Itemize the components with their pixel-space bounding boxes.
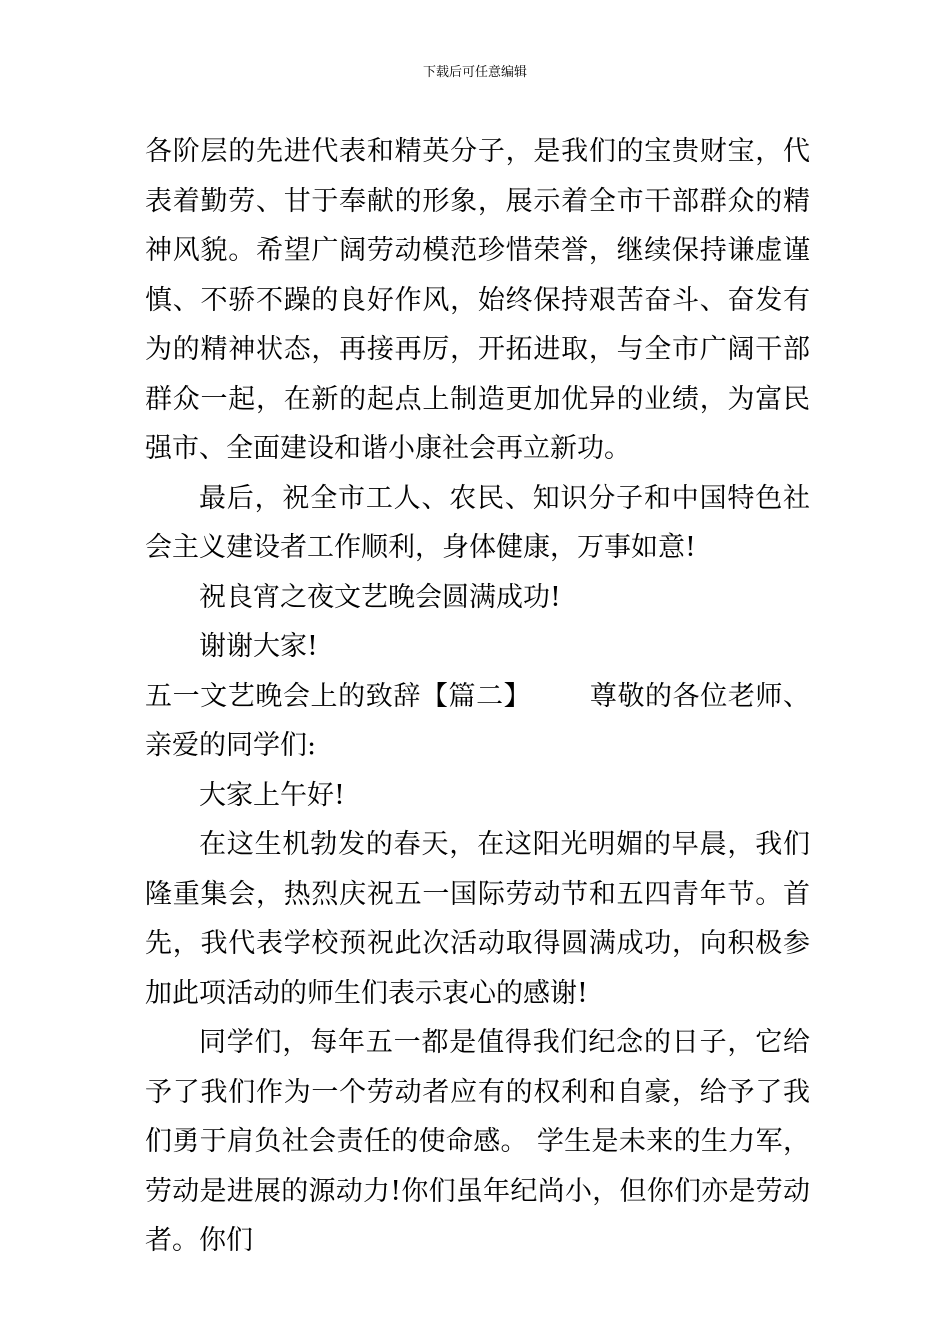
paragraph-3: 祝良宵之夜文艺晚会圆满成功! (199, 581, 561, 613)
page-header: 下载后可任意编辑 (422, 65, 527, 80)
section-title: 五一文艺晚会上的致辞【篇二】 (145, 680, 532, 712)
paragraph-1: 各阶层的先进代表和精英分子，是我们的宝贵财宝，代表着勤劳、甘于奉献的形象，展示着全市干部群众的精神风貌。希望广阔劳动模范珍惜荣誉，继续保持谦虚谨慎、不骄不躁的良好作风，始终保持艰苦奋斗、奋发有为的精神状态，再接再厉，开拓进取，与全市广阔干部群众一起，在新的起点上制造更加优异的业绩，为富民强市、全面建设和谐小康社会再立新功。 (145, 136, 810, 464)
document-body (145, 127, 810, 1266)
paragraph-5: 大家上午好! (199, 779, 345, 811)
paragraph-2: 最后，祝全市工人、农民、知识分子和中国特色社会主义建设者工作顺利，身体健康，万事如意! (145, 482, 810, 563)
salutation: 尊敬的各位老师、亲爱的同学们: (145, 680, 811, 761)
section-heading-line (145, 672, 810, 771)
paragraph-6: 在这生机勃发的春天，在这阳光明媚的早晨，我们隆重集会，热烈庆祝五一国际劳动节和五四青年节。首先，我代表学校预祝此次活动取得圆满成功，向积极参加此项活动的师生们表示衷心的感谢! (145, 829, 810, 1009)
paragraph-4: 谢谢大家! (199, 631, 318, 662)
paragraph-7: 同学们，每年五一都是值得我们纪念的日子，它给予了我们作为一个劳动者应有的权利和自豪，给予了我们勇于肩负社会责任的使命感。 学生是未来的生力军，劳动是进展的源动力!你们虽年纪尚小，但你们亦是劳动者。你们 (145, 1027, 810, 1256)
